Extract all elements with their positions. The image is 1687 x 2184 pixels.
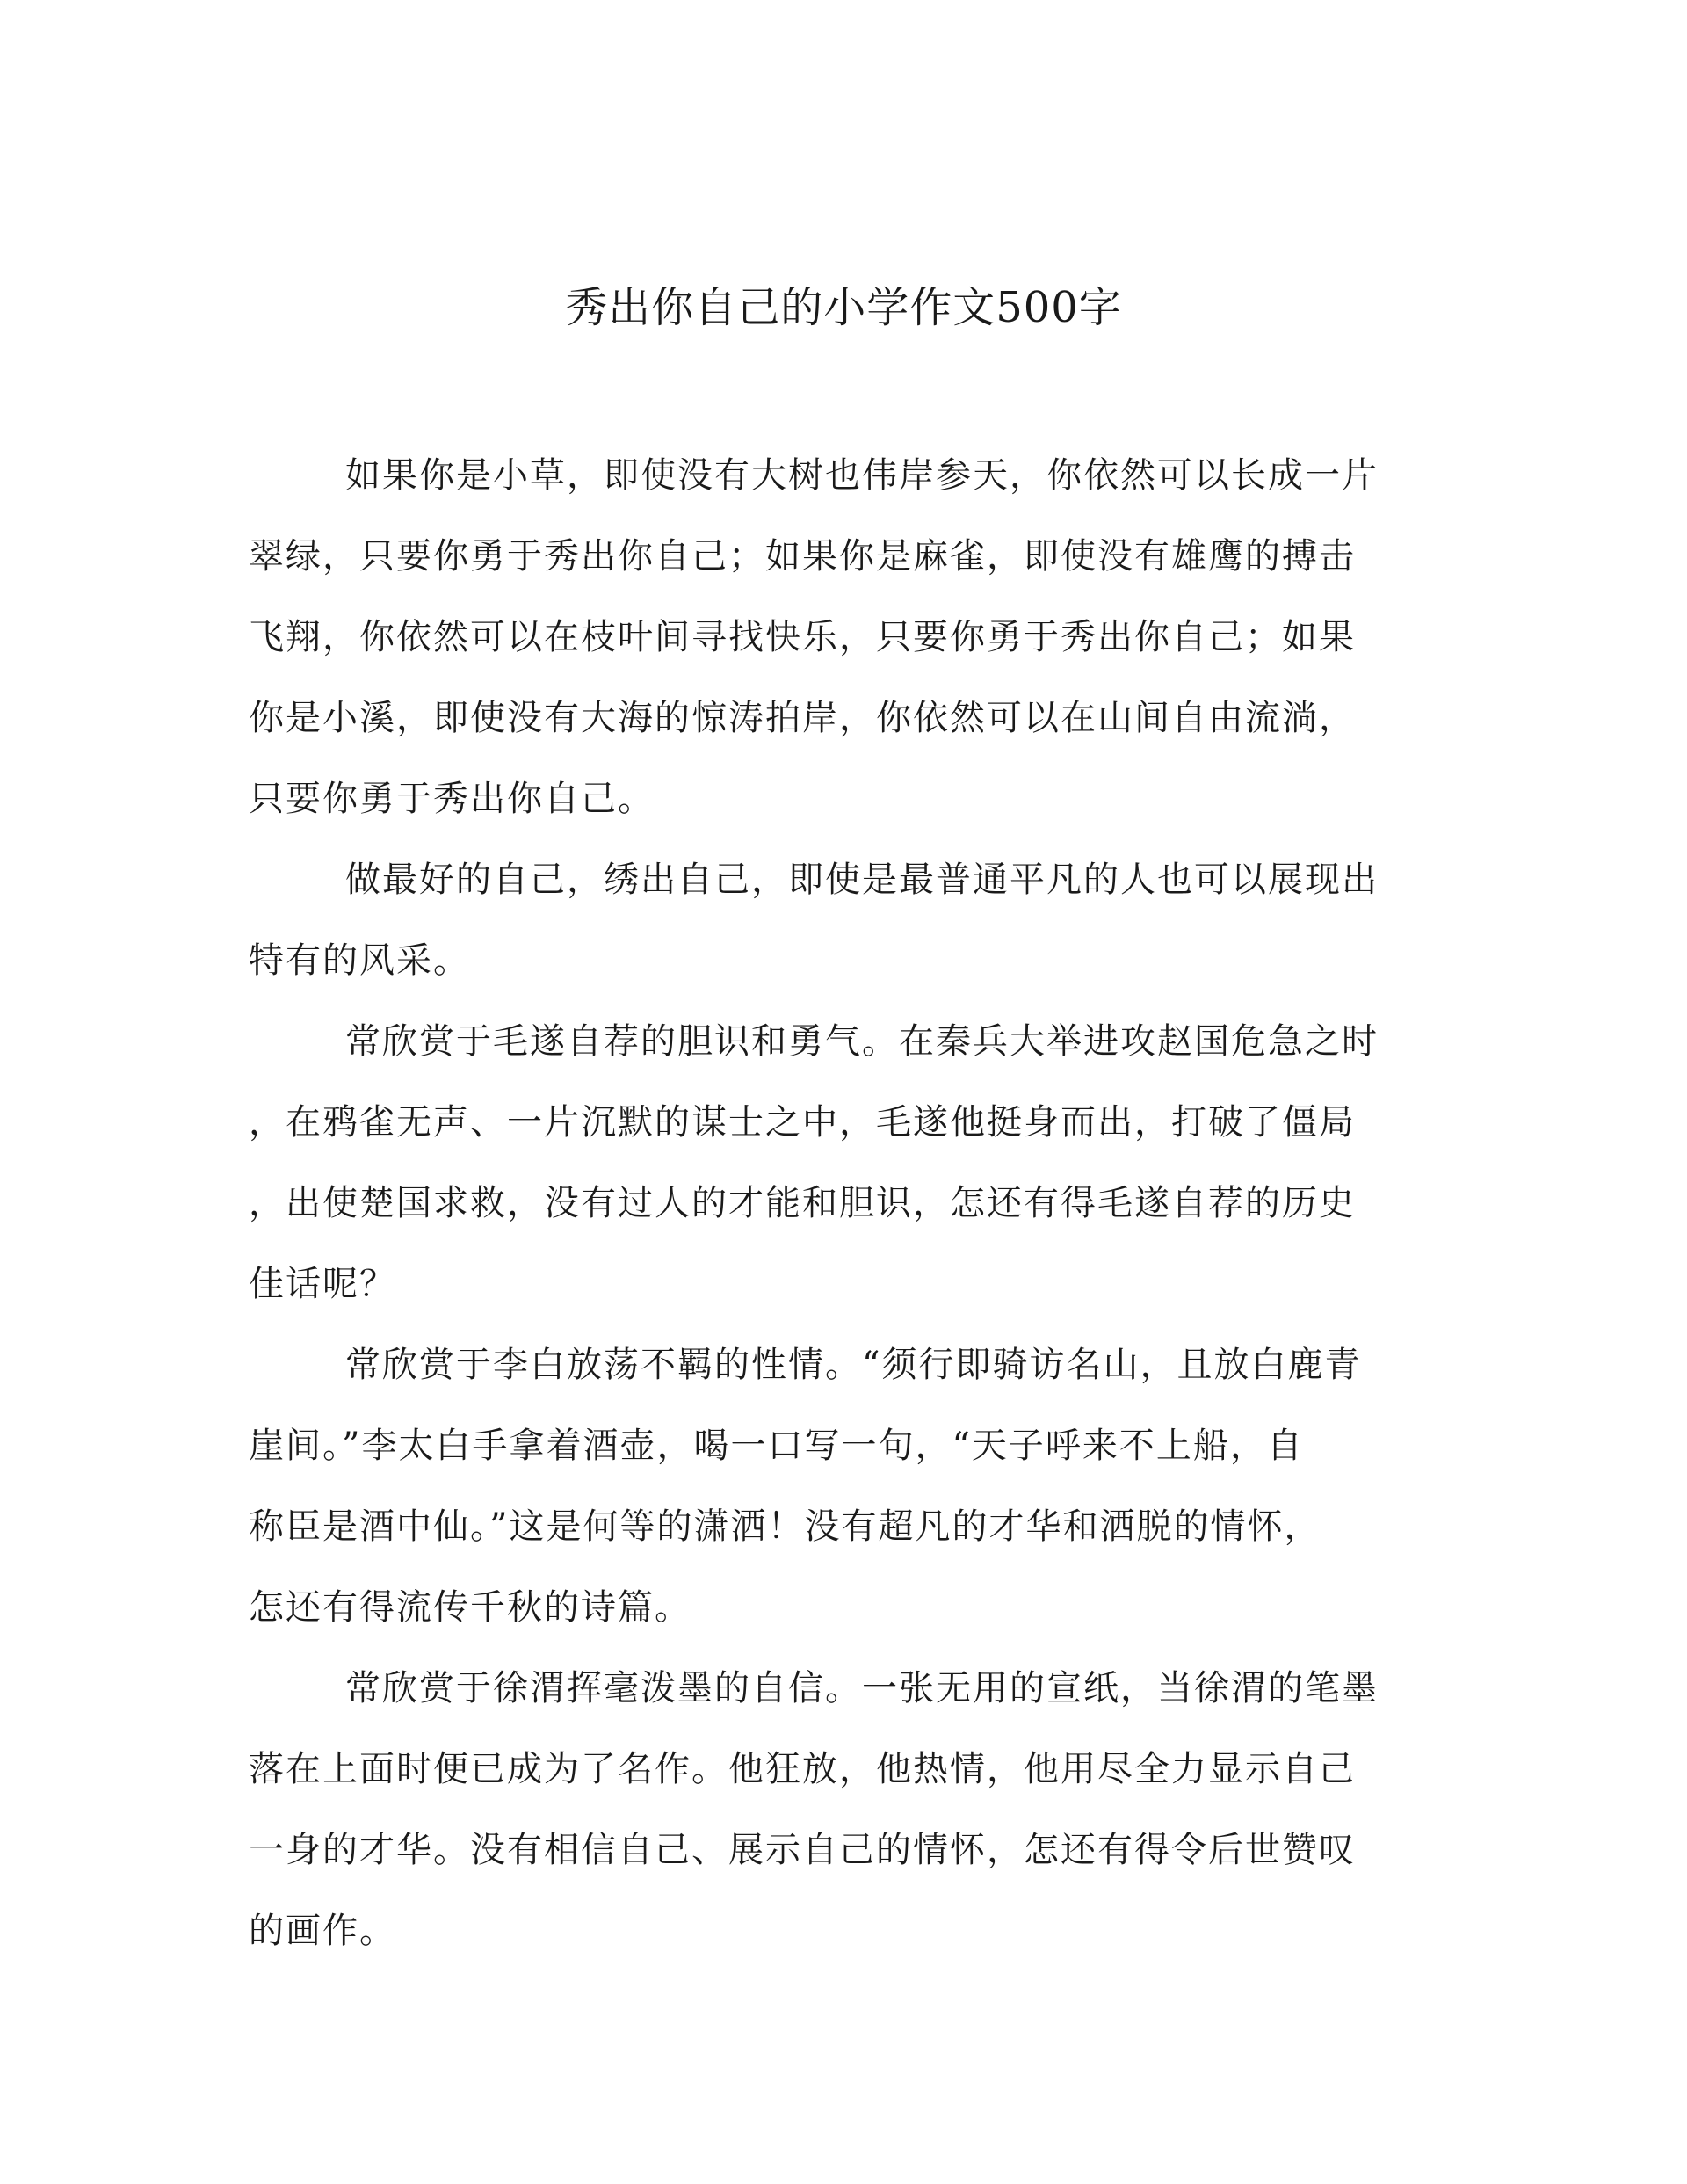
paragraph-line: 飞翔，你依然可以在枝叶间寻找快乐，只要你勇于秀出你自己；如果 [249,617,1356,657]
paragraph-1 [249,435,1426,839]
paragraph-line: 如果你是小草，即使没有大树也伟岸参天，你依然可以长成一片 [345,455,1379,496]
paragraph-line: 崖间。”李太白手拿着酒壶，喝一口写一句，“天子呼来不上船，自 [249,1426,1304,1466]
paragraph-line: 落在上面时便已成为了名作。他狂放，他热情，他用尽全力显示自己 [249,1749,1356,1789]
paragraph-line: 常欣赏于李白放荡不羁的性情。“须行即骑访名山，且放白鹿青 [345,1345,1362,1385]
paragraph-line: 你是小溪，即使没有大海的惊涛拍岸，你依然可以在山间自由流淌， [249,698,1356,738]
paragraph-5 [249,1648,1426,1971]
document-body [249,435,1426,1971]
paragraph-line: 一身的才华。没有相信自己、展示自己的情怀，怎还有得令后世赞叹 [249,1830,1356,1870]
paragraph-line: ，在鸦雀无声、一片沉默的谋士之中，毛遂他挺身而出，打破了僵局 [249,1102,1356,1143]
paragraph-line: 翠绿，只要你勇于秀出你自己；如果你是麻雀，即使没有雄鹰的搏击 [249,536,1356,577]
paragraph-line: 的画作。 [249,1911,396,1951]
paragraph-line: ，出使楚国求救，没有过人的才能和胆识，怎还有得毛遂自荐的历史 [249,1183,1356,1223]
paragraph-line: 称臣是酒中仙。”这是何等的潇洒！没有超凡的才华和洒脱的情怀， [249,1506,1321,1547]
paragraph-line: 常欣赏于徐渭挥毫泼墨的自信。一张无用的宣纸，当徐渭的笔墨 [345,1668,1379,1709]
paragraph-line: 常欣赏于毛遂自荐的胆识和勇气。在秦兵大举进攻赵国危急之时 [345,1021,1379,1062]
paragraph-line: 怎还有得流传千秋的诗篇。 [249,1587,691,1628]
document-title: 秀出你自己的小学作文500字 [565,283,1122,332]
paragraph-line: 做最好的自己，绣出自己，即使是最普通平凡的人也可以展现出 [345,860,1379,900]
paragraph-line: 只要你勇于秀出你自己。 [249,779,655,819]
paragraph-line: 特有的风采。 [249,940,470,981]
paragraph-2 [249,839,1426,1001]
paragraph-line: 佳话呢？ [249,1264,396,1304]
paragraph-4 [249,1324,1426,1648]
paragraph-3 [249,1001,1426,1324]
